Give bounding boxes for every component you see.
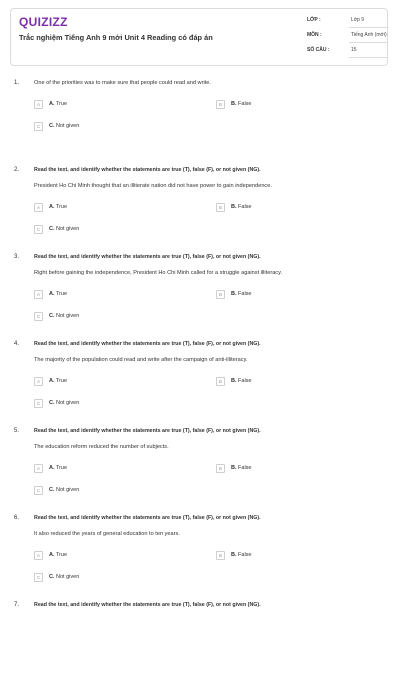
option-checkbox[interactable]: B — [216, 551, 225, 560]
option-letter: C. — [49, 574, 55, 580]
meta-label: SỐ CÂU : — [307, 47, 330, 53]
meta-divider — [349, 57, 387, 58]
question-statement: President Ho Chi Minh thought that an illiterate nation did not have power to gain independence. — [34, 183, 272, 189]
quiz-header — [10, 8, 388, 66]
option-letter: A. — [49, 291, 55, 297]
option-text: True — [55, 101, 68, 107]
option-label — [49, 291, 67, 297]
option-label — [49, 101, 67, 107]
option-checkbox[interactable]: C — [34, 399, 43, 408]
option-checkbox[interactable]: C — [34, 573, 43, 582]
option-letter: B. — [231, 378, 237, 384]
question-item — [0, 515, 400, 602]
option-label — [49, 400, 79, 406]
meta-label: LỚP : — [307, 17, 321, 23]
option-checkbox[interactable]: A — [34, 290, 43, 299]
option-letter: C. — [49, 226, 55, 232]
question-statement: Right before gaining the independence, President Ho Chi Minh called for a struggle against illiteracy. — [34, 270, 283, 276]
question-item — [0, 428, 400, 515]
meta-row-subject — [307, 30, 387, 45]
question-number: 4. — [14, 341, 20, 347]
option-label — [231, 101, 251, 107]
meta-value: Lớp 9 — [351, 17, 365, 23]
question-item — [0, 254, 400, 341]
option-label — [49, 313, 79, 319]
option-text: True — [55, 465, 68, 471]
meta-divider — [349, 27, 387, 28]
option-text: Not given — [56, 123, 80, 129]
option-checkbox[interactable]: C — [34, 225, 43, 234]
option-label — [49, 552, 67, 558]
question-number: 2. — [14, 167, 20, 173]
option-text: Not given — [56, 313, 80, 319]
option-checkbox[interactable]: A — [34, 100, 43, 109]
option-letter: B. — [231, 465, 237, 471]
meta-row-count — [307, 45, 387, 60]
option-text: Not given — [56, 574, 80, 580]
option-label — [49, 487, 79, 493]
option-letter: C. — [49, 400, 55, 406]
option-text: False — [238, 291, 252, 297]
option-checkbox[interactable]: B — [216, 290, 225, 299]
option-letter: A. — [49, 552, 55, 558]
option-text: False — [238, 378, 252, 384]
question-statement: One of the priorities was to make sure that people could read and write. — [34, 80, 211, 86]
option-letter: B. — [231, 204, 237, 210]
option-letter: C. — [49, 313, 55, 319]
meta-divider — [349, 42, 387, 43]
option-label — [49, 123, 79, 129]
option-label — [231, 291, 251, 297]
question-instruction: Read the text, and identify whether the statements are true (T), false (F), or not given (NG). — [34, 341, 261, 347]
question-number: 5. — [14, 428, 20, 434]
option-letter: A. — [49, 465, 55, 471]
option-label — [49, 574, 79, 580]
question-instruction: Read the text, and identify whether the statements are true (T), false (F), or not given (NG). — [34, 515, 261, 521]
option-letter: B. — [231, 101, 237, 107]
option-text: Not given — [56, 487, 80, 493]
option-letter: B. — [231, 291, 237, 297]
question-number: 6. — [14, 515, 20, 521]
question-instruction: Read the text, and identify whether the statements are true (T), false (F), or not given (NG). — [34, 602, 261, 608]
option-text: False — [238, 465, 252, 471]
option-text: False — [238, 101, 252, 107]
option-letter: A. — [49, 101, 55, 107]
question-item — [0, 167, 400, 254]
quiz-title: Trắc nghiệm Tiếng Anh 9 mới Unit 4 Reading có đáp án — [19, 33, 213, 42]
option-text: True — [55, 204, 68, 210]
question-item — [0, 341, 400, 428]
option-label — [49, 204, 67, 210]
option-text: Not given — [56, 226, 80, 232]
option-letter: B. — [231, 552, 237, 558]
option-checkbox[interactable]: B — [216, 464, 225, 473]
question-statement: The majority of the population could read and write after the campaign of anti-illiteracy. — [34, 357, 248, 363]
option-text: True — [55, 291, 68, 297]
option-letter: C. — [49, 487, 55, 493]
option-checkbox[interactable]: A — [34, 464, 43, 473]
option-checkbox[interactable]: C — [34, 312, 43, 321]
option-label — [231, 204, 251, 210]
option-letter: C. — [49, 123, 55, 129]
option-label — [49, 226, 79, 232]
option-checkbox[interactable]: A — [34, 203, 43, 212]
option-checkbox[interactable]: A — [34, 551, 43, 560]
option-label — [231, 552, 251, 558]
question-item — [0, 80, 400, 167]
meta-label: MÔN : — [307, 32, 322, 38]
option-checkbox[interactable]: A — [34, 377, 43, 386]
meta-value: Tiếng Anh (mới) — [351, 32, 387, 38]
option-letter: A. — [49, 204, 55, 210]
question-number: 7. — [14, 602, 20, 608]
quiz-meta — [307, 15, 387, 60]
option-checkbox[interactable]: B — [216, 203, 225, 212]
question-instruction: Read the text, and identify whether the statements are true (T), false (F), or not given (NG). — [34, 428, 261, 434]
question-statement: It also reduced the years of general education to ten years. — [34, 531, 180, 537]
question-item — [0, 602, 400, 689]
option-checkbox[interactable]: C — [34, 486, 43, 495]
option-label — [231, 378, 251, 384]
option-checkbox[interactable]: B — [216, 377, 225, 386]
option-text: Not given — [56, 400, 80, 406]
option-text: True — [55, 552, 68, 558]
option-text: True — [55, 378, 68, 384]
quizizz-logo: QUIZIZZ — [19, 15, 68, 29]
question-instruction: Read the text, and identify whether the statements are true (T), false (F), or not given (NG). — [34, 254, 261, 260]
meta-value: 15 — [351, 47, 357, 53]
question-statement: The education reform reduced the number of subjects. — [34, 444, 169, 450]
option-label — [231, 465, 251, 471]
option-checkbox[interactable]: B — [216, 100, 225, 109]
option-text: False — [238, 204, 252, 210]
option-label — [49, 465, 67, 471]
question-instruction: Read the text, and identify whether the statements are true (T), false (F), or not given (NG). — [34, 167, 261, 173]
option-text: False — [238, 552, 252, 558]
option-checkbox[interactable]: C — [34, 122, 43, 131]
meta-row-class — [307, 15, 387, 30]
option-label — [49, 378, 67, 384]
question-number: 1. — [14, 80, 20, 86]
option-letter: A. — [49, 378, 55, 384]
question-number: 3. — [14, 254, 20, 260]
